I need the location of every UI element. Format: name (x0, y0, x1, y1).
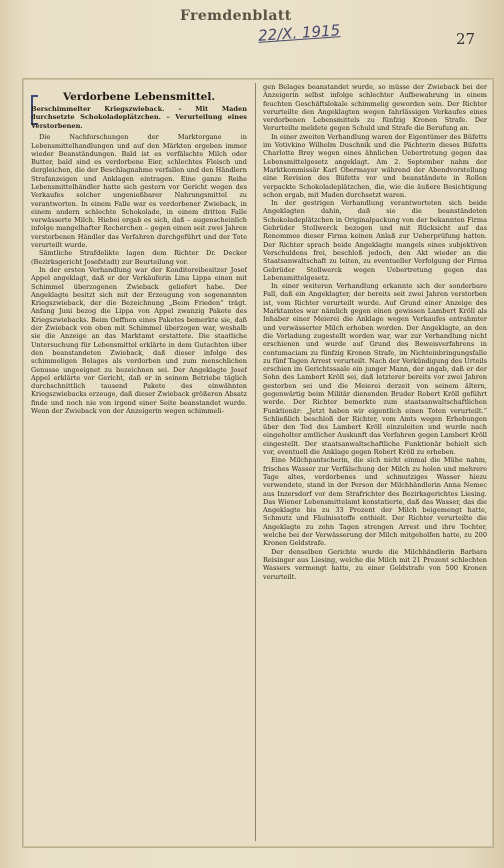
column-rule (255, 83, 256, 841)
paragraph: Sämtliche Strafdelikte lagen dem Richter Dr. Decker (Bezirksgericht Josefstadt) zur Beurteilung vor. (31, 249, 247, 266)
article-title: Verdorbene Lebensmittel. (62, 91, 216, 103)
paragraph: Der denselben Gerichte wurde die Milchhändlerin Barbara Reisinger aus Liesing, welche die Milch mit 21 Prozent schlechten Wassers vermengt hatte, zu einer Geldstrafe von 500 Kronen verurteilt. (263, 547, 487, 581)
paragraph: In einer weiteren Verhandlung erkannte sich der sonderbare Fall, daß ein Angeklagter, der bereits seit zwei Jahren verstorben ist, vom Richter verurteilt wurde. Auf Grund einer Anzeige des Marktamtes war nämlich gegen einen gewissen Lambert Kröll als Inhaber einer Meierei die Anklage wegen Verkaufes entrahmter und verwässerter Milch erhoben worden. Der Angeklagte, an den die Vorladung zugestellt worden war, war zur Verhandlung nicht erschienen und wurde auf Grund des Beweisverfahrens in contumaciam zu fünfzig Kronen Strafe, im Nichteinbringungsfalle zu fünf Tagen Arrest verurteilt. Nach der Verkündigung des Urteils erschien im Gerichtssaale ein junger Mann, der angab, daß er der Sohn des Lambert Kröll sei, daß letzterer bereits vor zwei Jahren gestorben sei und die Meierei derzeit von seinem ältern, gegenwärtig beim Militär dienenden Bruder Robert Kröll geführt werde. Der Richter bemerkte zum staatsanwaltschaftlichen Funktionär: „Jetzt haben wir eigentlich einen Toten verurteilt.“ Schließlich beschloß der Richter, vom Amts wegen Erhebungen über den Tod des Lambert Kröll einzuleiten und wurde nach eingeholter amtlicher Auskunft das Verfahren gegen Lambert Kröll eingestellt. Der staatsanwaltschaftliche Funktionär behielt sich vor, eventuell die Anklage gegen Robert Kröll zu erheben. (263, 282, 487, 457)
paragraph: Eine Milchpantscherin, die sich nicht einmal die Mühe nahm, frisches Wasser zur Verfälschung der Milch zu holen und mehrere Tage altes, verdorbenes und schmutziges Wasser hiezu verwendete, stand in der Person der Milchhändlerin Anna Nemec aus Inzersdorf vor dem Strafrichter des Bezirksgerichtes Liesing. Das Wiener Lebensmittelamt konstatierte, daß das Wasser, das die Angeklagte bis zu 33 Prozent der Milch beigemengt hatte, Schmutz und Fäulnisstoffe enthielt. Der Richter verurteilte die Angeklagte zu zehn Tagen strengen Arrest und ihre Tochter, welche bei der Verwässerung der Milch mitgeholfen hatte, zu 200 Kronen Geldstrafe. (263, 456, 487, 548)
article-column-left (31, 85, 247, 425)
paragraph: In der gestrigen Verhandlung verantworteten sich beide Angeklagten dahin, daß sie die beanständeten Schokoladeplätzchen in Originalpackung von der bekannten Firma Gebrüder Stollwerck bezogen und mit Rücksicht auf das Renommee dieser Firma keinen Anlaß zur Ueberprüfung hatten. Der Richter sprach beide Angeklagte mangels eines subjektiven Verschuldens frei, beschloß jedoch, den Akt wieder an die Staatsanwaltschaft zu leiten, zu eventueller Verfolgung der Firma Gebrüder Stollwerck wegen Uebertretung gegen das Lebensmittelgesetz. (263, 199, 487, 282)
page-number: 27 (456, 30, 476, 48)
article-body-right (263, 83, 487, 581)
paragraph: In der ersten Verhandlung war der Konditoreibesitzer Josef Appel angeklagt, daß er der Verkäuferin Lina Lippa einen mit Schimmel überzogenen Zwieback geliefert habe. Der Angeklagte besitzt sich mit der Erzeugung von sogenannten Kriegszwieback, der die Bezeichnung „Beim Frieden“ trägt. Anfang Juni bezog die Lippa von Appel zwanzig Pakete des Kriegszwiebacks. Beim Oeffnen eines Paketes bemerkte sie, daß der Zwieback von oben mit Schimmel überzogen war, weshalb sie die Anzeige an das Marktamt erstattete. Die staatliche Untersuchung für Lebensmittel erklärte in dem Gutachten über den beanstandeten Zwieback, daß dieser infolge des schimmeligen Belages als verdorben und zum menschlichen Genusse ungeeignet zu bezeichnen sei. Der Angeklagte Josef Appel erklärte vor Gericht, daß er in seinem Betriebe täglich durchschnittlich tausend Pakete des einwähnten Kriegszwiebacks erzeuge, daß dieser Zwieback größeren Absatz finde und noch nie von irgend einer Seite beanstandet wurde. Wenn der Zwieback von der Anzeigerin wegen schimmeli- (31, 265, 247, 416)
paragraph: In einer zweiten Verhandlung waren der Eigentümer des Büfetts im Votivkino Wilhelm Duschnik und die Pächterin dieses Büfetts Charlotte Brey wegen eines ähnlichen Uebertretung gegen das Lebensmittelgesetz angeklagt. Am 2. September nahm der Marktkommissär Karl Obermayer während der Abendvorstellung eine Revision des Büfetts vor und beanständete in Rollen verpackte Schokoladeplätzchen, die, wie die äußere Besichtigung schon ergab, mit Maden durchsetzt waren. (263, 132, 487, 199)
article-column-right (263, 83, 487, 843)
paragraph: Die Nachforschungen der Marktorgane in Lebensmittelhandlungen und auf den Märkten ergeben immer wieder Beanständungen. Bald ist es verfälschte Milch oder Butter, bald sind es verdorbene Eier, schlechtes Fleisch und dergleichen, die der Beschlagnahme verfallen und den Händlern Strafanzeigen und Anklagen eintragen. Eine ganze Reihe Lebensmittelhändler hatte sich gestern vor Gericht wegen des Verkaufes solcher ungenießbarer Nahrungsmittel zu verantworten. In einem Falle war es verdorbener Zwieback, in einem andern schlechte Schokolade, in einem dritten Falle verwässerte Milch. Hiebei ergab es sich, daß – augenscheinlich infolge mangelhafter Recherchen – gegen einen seit zwei Jahren verstorbenen Händler das Verfahren durchgeführt und der Tote verurteilt wurde. (31, 133, 247, 250)
newspaper-clipping (22, 78, 494, 848)
paragraph: gen Belages beanstandet wurde, so müsse der Zwieback bei der Anzeigerin selbst infolge schlechter Aufbewahrung in einem feuchten Geschäftslokale schimmelig geworden sein. Der Richter verurteilte den Angeklagten wegen fahrlässigen Verkaufes eines verdorbenen Lebensmittels zu fünfzig Kronen Strafe. Der Verurteilte meldete gegen Schuld und Strafe die Berufung an. (263, 83, 487, 133)
article-subtitle: Berschimmelter Kriegszwieback. – Mit Maden durchsetzte Schokoladeplätzchen. – Verurteilung eines Verstorbenen. (31, 105, 247, 130)
handwritten-date: 22/X. 1915 (257, 21, 341, 45)
article-body-left (31, 133, 247, 415)
newspaper-masthead: Fremdenblatt (180, 8, 292, 24)
